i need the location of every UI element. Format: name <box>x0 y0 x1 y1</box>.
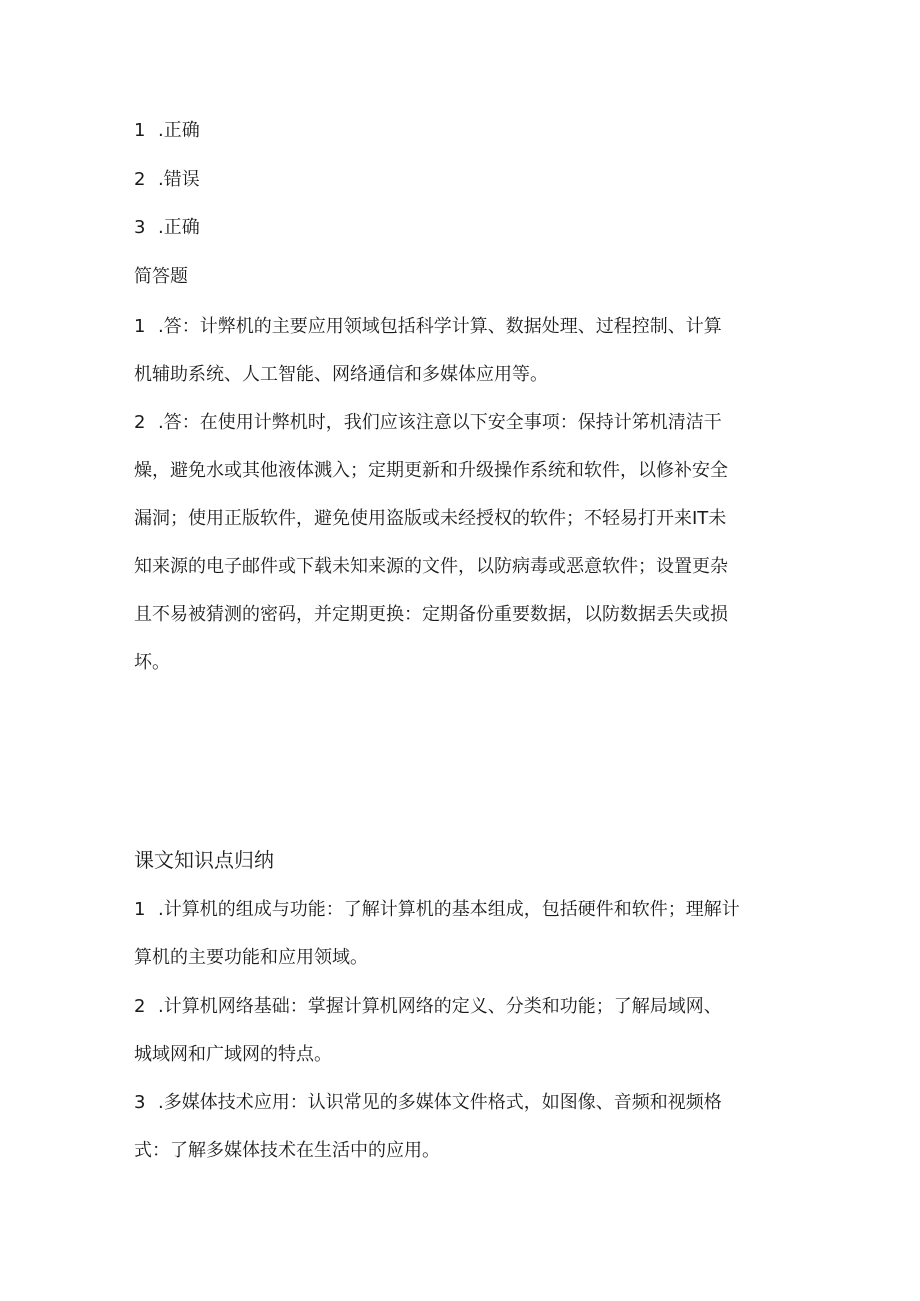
item-text: .正确 <box>158 217 200 238</box>
item-number: 2 <box>134 412 146 433</box>
short-answer-2-line-4: 知来源的电子邮件或下载未知来源的文件，以防病毒或恶意软件；设置更杂 <box>134 556 728 577</box>
item-text: .错误 <box>158 169 200 190</box>
item-number: 1 <box>134 316 146 337</box>
summary-2-line-1 <box>134 995 794 1019</box>
item-number: 2 <box>134 169 146 190</box>
short-answer-2-line-5: 且不易被猜测的密码，并定期更换：定期备份重要数据，以防数据丢失或损 <box>134 604 728 625</box>
judgment-answer-1 <box>134 119 794 143</box>
short-answer-heading: 简答题 <box>134 266 188 287</box>
item-number: 1 <box>134 899 146 920</box>
short-answer-2-line-6: 坏。 <box>134 652 170 673</box>
item-text: .计算机网络基础：掌握计算机网络的定义、分类和功能；了解局域网、 <box>158 996 722 1017</box>
short-answer-2-line-2: 燥，避免水或其他液体溅入；定期更新和升级操作系统和软件，以修补安全 <box>134 460 728 481</box>
short-answer-1-line-2: 机辅助系统、人工智能、网络通信和多媒体应用等。 <box>134 364 548 385</box>
item-text: .正确 <box>158 120 200 141</box>
judgment-answer-2 <box>134 168 794 192</box>
short-answer-2-line-3: 漏洞；使用正版软件，避免使用盗版或未经授权的软件；不轻易打开来IT未 <box>134 508 727 529</box>
summary-1-line-2: 算机的主要功能和应用领域。 <box>134 947 368 968</box>
item-number: 1 <box>134 120 146 141</box>
summary-heading: 课文知识点归纳 <box>134 848 274 872</box>
item-number: 2 <box>134 996 146 1017</box>
item-number: 3 <box>134 217 146 238</box>
item-text: .答：计弊机的主要应用领域包括科学计算、数据处理、过程控制、计算 <box>158 316 722 337</box>
judgment-answer-3 <box>134 216 794 240</box>
summary-2-line-2: 城域网和广域网的特点。 <box>134 1044 332 1065</box>
item-text: .答：在使用计弊机时，我们应该注意以下安全事项：保持计笫机清洁干 <box>158 412 722 433</box>
summary-3-line-2: 式：了解多媒体技术在生活中的应用。 <box>134 1140 440 1161</box>
summary-1-line-1 <box>134 898 794 922</box>
short-answer-2-line-1 <box>134 411 794 435</box>
item-text: .多媒体技术应用：认识常见的多媒体文件格式，如图像、音频和视频格 <box>158 1092 722 1113</box>
item-number: 3 <box>134 1092 146 1113</box>
short-answer-1-line-1 <box>134 315 794 339</box>
item-text: .计算机的组成与功能：了解计算机的基本组成，包括硬件和软件；理解计 <box>158 899 740 920</box>
summary-3-line-1 <box>134 1091 794 1115</box>
